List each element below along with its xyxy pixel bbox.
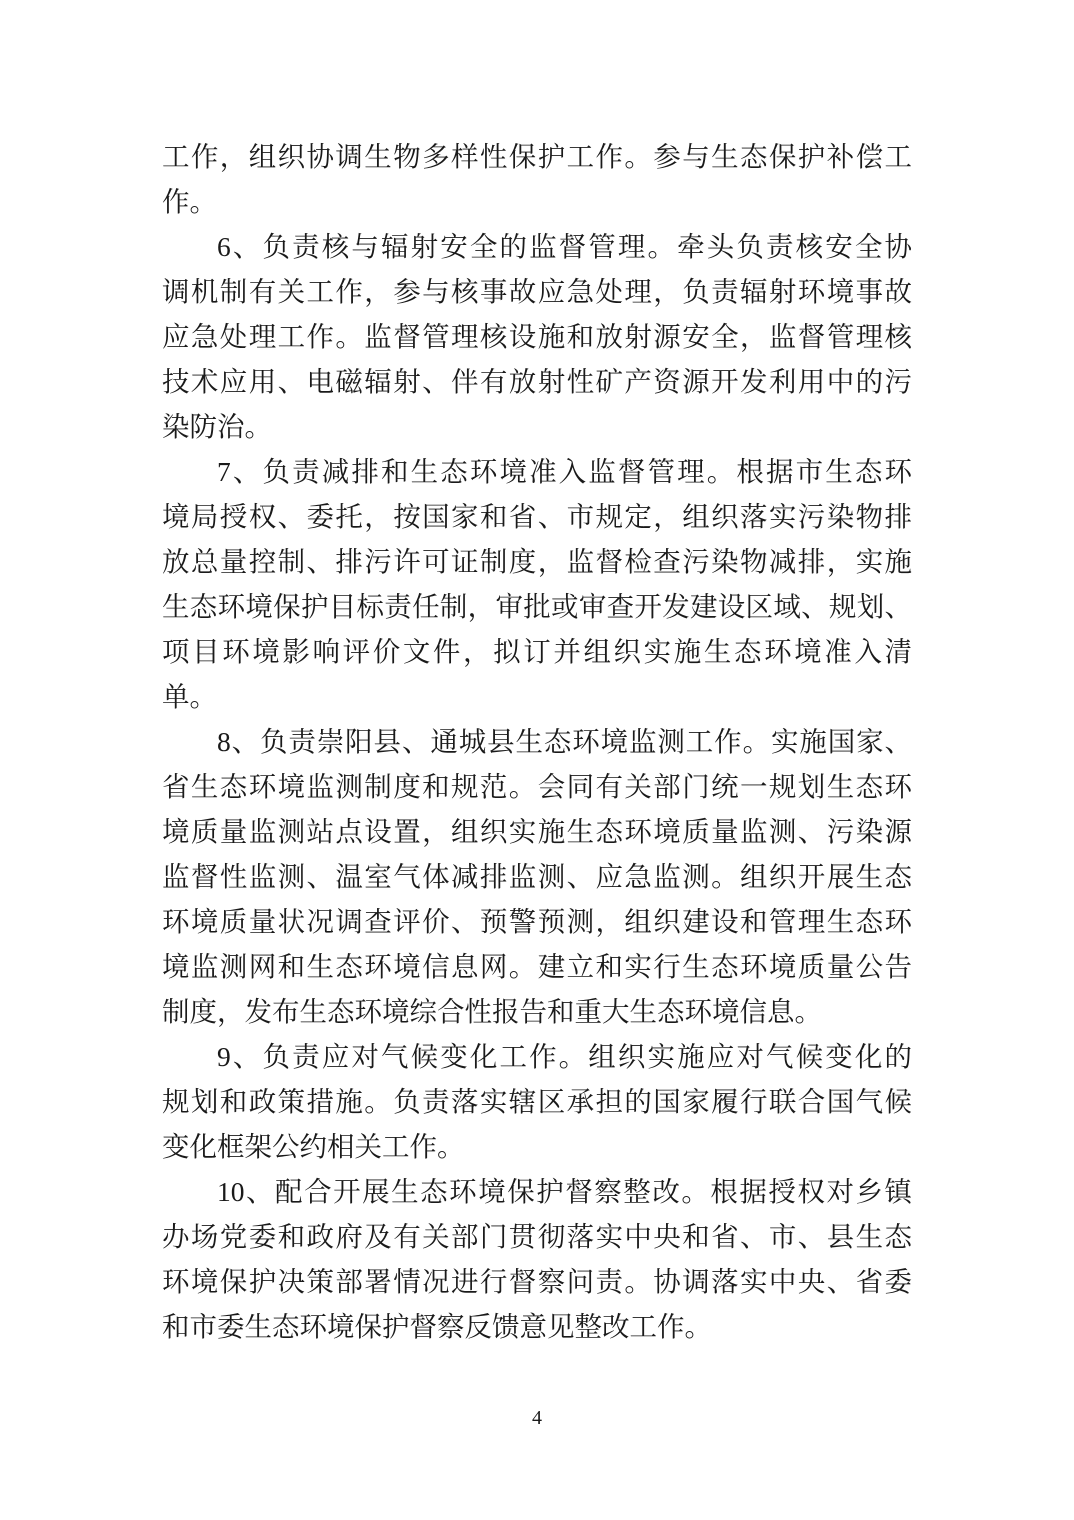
paragraph-item-6 — [162, 224, 912, 449]
text-line: 项目环境影响评价文件，拟订并组织实施生态环境准入清 — [162, 636, 912, 667]
text-line: 作。 — [162, 186, 217, 217]
text-line: 10、配合开展生态环境保护督察整改。根据授权对乡镇 — [217, 1176, 912, 1207]
text-line: 监督性监测、温室气体减排监测、应急监测。组织开展生态 — [162, 861, 912, 892]
page-number: 4 — [532, 1407, 542, 1429]
text-line: 调机制有关工作，参与核事故应急处理，负责辐射环境事故 — [162, 276, 912, 307]
text-line: 环境保护决策部署情况进行督察问责。协调落实中央、省委 — [162, 1266, 912, 1297]
text-line: 境局授权、委托，按国家和省、市规定，组织落实污染物排 — [162, 501, 912, 532]
text-line: 变化框架公约相关工作。 — [162, 1131, 465, 1162]
paragraph-continuation — [162, 134, 912, 224]
text-line: 办场党委和政府及有关部门贯彻落实中央和省、市、县生态 — [162, 1221, 912, 1252]
paragraph-item-7 — [162, 449, 912, 719]
text-line: 工作，组织协调生物多样性保护工作。参与生态保护补偿工 — [162, 141, 912, 172]
text-line: 境质量监测站点设置，组织实施生态环境质量监测、污染源 — [162, 816, 912, 847]
text-line: 应急处理工作。监督管理核设施和放射源安全，监督管理核 — [162, 321, 912, 352]
text-line: 放总量控制、排污许可证制度，监督检查污染物减排，实施 — [162, 546, 912, 577]
text-line: 7、负责减排和生态环境准入监督管理。根据市生态环 — [217, 456, 912, 487]
text-line: 和市委生态环境保护督察反馈意见整改工作。 — [162, 1311, 712, 1342]
text-line: 染防治。 — [162, 411, 272, 442]
text-line: 6、负责核与辐射安全的监督管理。牵头负责核安全协 — [217, 231, 912, 262]
text-line: 制度，发布生态环境综合性报告和重大生态环境信息。 — [162, 996, 822, 1027]
text-line: 单。 — [162, 681, 217, 712]
text-line: 境监测网和生态环境信息网。建立和实行生态环境质量公告 — [162, 951, 912, 982]
paragraph-item-9 — [162, 1034, 912, 1169]
text-line: 生态环境保护目标责任制，审批或审查开发建设区域、规划、 — [162, 591, 912, 622]
document-body — [162, 134, 912, 1349]
text-line: 环境质量状况调查评价、预警预测，组织建设和管理生态环 — [162, 906, 912, 937]
paragraph-item-10 — [162, 1169, 912, 1349]
text-line: 8、负责崇阳县、通城县生态环境监测工作。实施国家、 — [217, 726, 912, 757]
text-line: 技术应用、电磁辐射、伴有放射性矿产资源开发利用中的污 — [162, 366, 912, 397]
text-line: 9、负责应对气候变化工作。组织实施应对气候变化的 — [217, 1041, 912, 1072]
text-line: 省生态环境监测制度和规范。会同有关部门统一规划生态环 — [162, 771, 912, 802]
text-line: 规划和政策措施。负责落实辖区承担的国家履行联合国气候 — [162, 1086, 912, 1117]
paragraph-item-8 — [162, 719, 912, 1034]
